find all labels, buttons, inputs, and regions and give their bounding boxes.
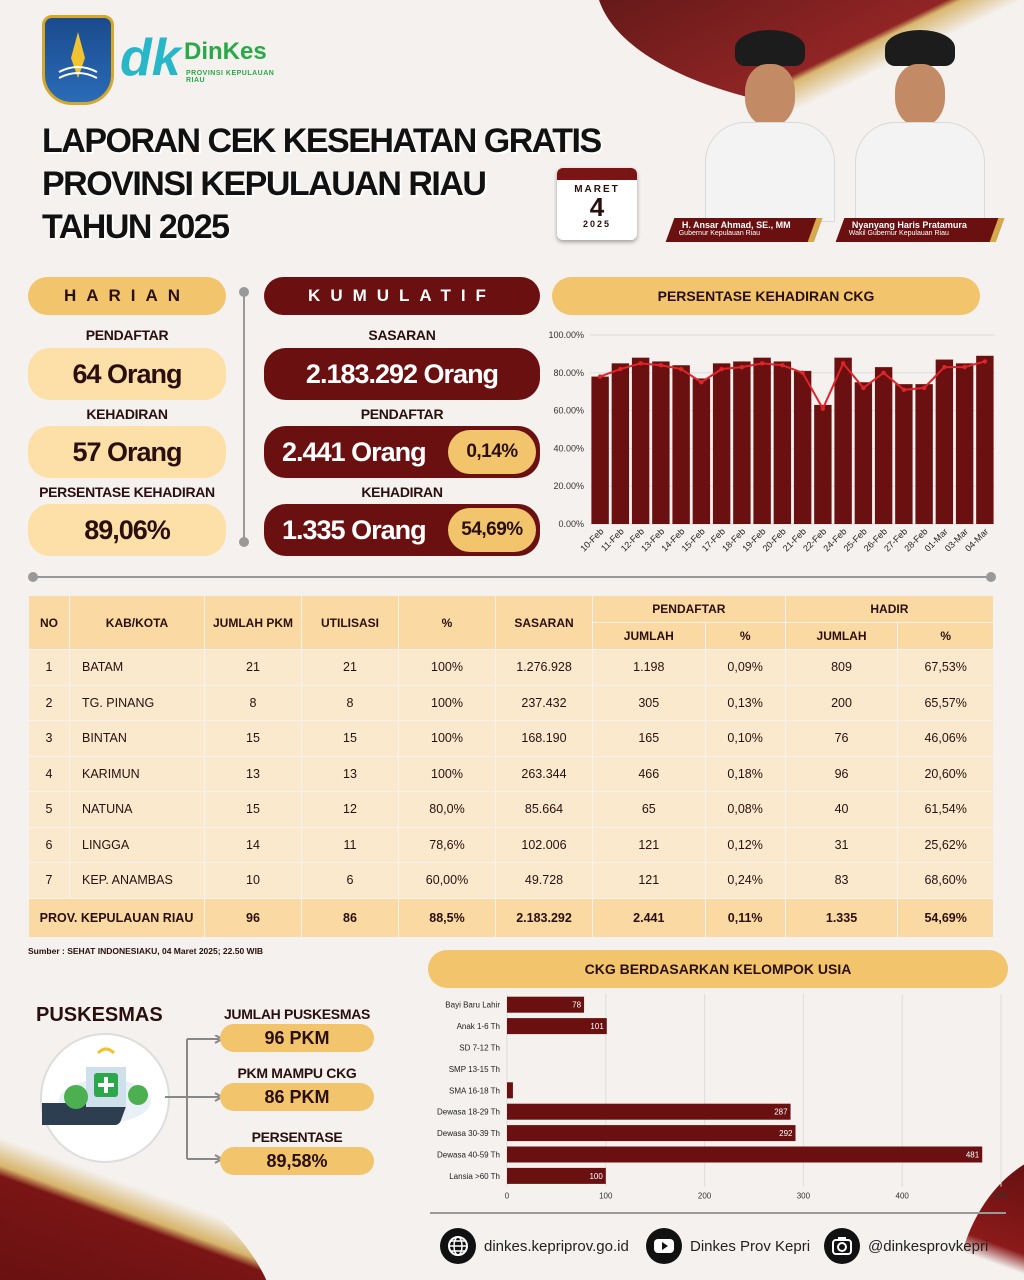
dinkes-logo-name: DinKes bbox=[184, 38, 267, 65]
table-cell: 80,0% bbox=[399, 792, 495, 827]
pkm-mampu-value: 86 PKM bbox=[220, 1083, 374, 1111]
x-tick-label: 21-Feb bbox=[780, 526, 809, 554]
table-cell: 13 bbox=[205, 757, 301, 792]
table-cell: 83 bbox=[786, 863, 898, 898]
table-total-cell: 54,69% bbox=[898, 899, 993, 937]
connector-lines bbox=[165, 1035, 223, 1165]
data-label: 481 bbox=[965, 1150, 980, 1160]
table-cell: 67,53% bbox=[898, 650, 993, 685]
x-tick-label: 400 bbox=[895, 1191, 909, 1201]
table-row bbox=[29, 721, 993, 756]
vice-governor-role: Wakil Gubernur Kepulauan Riau bbox=[848, 230, 949, 237]
table-cell: 5 bbox=[29, 792, 69, 827]
category-label: SMA 16-18 Th bbox=[449, 1086, 500, 1096]
officials-photo bbox=[678, 20, 1010, 245]
title-line-2: PROVINSI KEPULAUAN RIAU bbox=[42, 165, 486, 203]
kumulatif-kehadiran-number: 1.335 Orang bbox=[282, 514, 426, 545]
table-row bbox=[29, 757, 993, 792]
vice-governor-caption bbox=[836, 218, 1005, 242]
calendar-binding bbox=[557, 168, 637, 180]
line-point bbox=[659, 363, 663, 367]
table-cell: 237.432 bbox=[496, 686, 592, 721]
bar bbox=[794, 371, 811, 524]
table-cell: 61,54% bbox=[898, 792, 993, 827]
calendar-day: 4 bbox=[589, 192, 605, 222]
th-pendaftar-pct: % bbox=[706, 623, 785, 649]
section-divider bbox=[32, 576, 992, 578]
youtube-icon bbox=[646, 1228, 682, 1264]
x-tick-label: 12-Feb bbox=[618, 526, 647, 554]
table-cell: 96 bbox=[786, 757, 898, 792]
table-cell: 8 bbox=[205, 686, 301, 721]
harian-persentase-label: PERSENTASE KEHADIRAN bbox=[39, 484, 215, 500]
table-total-cell: 88,5% bbox=[399, 899, 495, 937]
table-cell: 60,00% bbox=[399, 863, 495, 898]
table-cell: 49.728 bbox=[496, 863, 592, 898]
regional-table bbox=[28, 595, 994, 938]
table-total-cell: 1.335 bbox=[786, 899, 898, 937]
table-cell: 0,13% bbox=[706, 686, 785, 721]
harian-header: HARIAN bbox=[28, 277, 226, 315]
table-cell: 21 bbox=[205, 650, 301, 685]
kumulatif-pendaftar-label: PENDAFTAR bbox=[360, 406, 444, 422]
y-tick-label: 40.00% bbox=[553, 443, 584, 454]
table-row bbox=[29, 650, 993, 685]
x-tick-label: 28-Feb bbox=[902, 526, 930, 554]
line-point bbox=[719, 367, 723, 371]
table-cell: 263.344 bbox=[496, 757, 592, 792]
x-tick-label: 01-Mar bbox=[922, 526, 950, 554]
table-cell: 15 bbox=[205, 792, 301, 827]
kumulatif-kehadiran-label: KEHADIRAN bbox=[361, 484, 443, 500]
category-label: Bayi Baru Lahir bbox=[445, 1000, 500, 1010]
line-point bbox=[983, 359, 987, 363]
table-cell: 76 bbox=[786, 721, 898, 756]
table-cell: 15 bbox=[205, 721, 301, 756]
persentase-label: PERSENTASE bbox=[251, 1129, 343, 1145]
column-divider bbox=[243, 290, 245, 545]
line-point bbox=[861, 386, 865, 390]
table-cell: 25,62% bbox=[898, 828, 993, 863]
x-tick-label: 200 bbox=[697, 1191, 712, 1201]
kumulatif-sasaran-value: 2.183.292 Orang bbox=[264, 348, 540, 400]
y-tick-label: 80.00% bbox=[553, 367, 584, 378]
bar bbox=[672, 365, 689, 524]
bar bbox=[591, 377, 608, 524]
age-chart bbox=[420, 992, 1020, 1204]
x-tick-label: 24-Feb bbox=[821, 526, 849, 554]
bar bbox=[612, 363, 629, 524]
bar bbox=[733, 361, 750, 524]
camera-icon bbox=[824, 1228, 860, 1264]
table-total-cell: 2.183.292 bbox=[496, 899, 592, 937]
table-cell: 4 bbox=[29, 757, 69, 792]
bar bbox=[507, 1082, 513, 1098]
table-cell: 31 bbox=[786, 828, 898, 863]
table-cell: 0,09% bbox=[706, 650, 785, 685]
hospital-icon bbox=[42, 1035, 168, 1161]
line-point bbox=[800, 371, 804, 375]
table-total-cell: 0,11% bbox=[706, 899, 785, 937]
table-cell: 1.198 bbox=[593, 650, 705, 685]
harian-pendaftar-value: 64 Orang bbox=[28, 348, 226, 400]
line-point bbox=[618, 367, 622, 371]
table-cell: 168.190 bbox=[496, 721, 592, 756]
harian-persentase-value: 89,06% bbox=[28, 504, 226, 556]
harian-kehadiran-label: KEHADIRAN bbox=[86, 406, 168, 422]
line-point bbox=[598, 374, 602, 378]
calendar-month: MARET bbox=[574, 184, 620, 195]
bar bbox=[855, 382, 872, 524]
x-tick-label: 18-Feb bbox=[720, 526, 748, 554]
table-cell: LINGGA bbox=[70, 828, 204, 863]
divider-dot bbox=[28, 572, 38, 582]
bar bbox=[895, 384, 912, 524]
bar bbox=[507, 1125, 795, 1141]
line-point bbox=[902, 388, 906, 392]
kumulatif-kehadiran-value bbox=[264, 504, 540, 556]
attendance-chart-title: PERSENTASE KEHADIRAN CKG bbox=[552, 277, 980, 315]
bar bbox=[956, 363, 973, 524]
governor-caption bbox=[666, 218, 823, 242]
harian-pendaftar-label: PENDAFTAR bbox=[85, 327, 169, 343]
table-cell: 3 bbox=[29, 721, 69, 756]
th-sasaran: SASARAN bbox=[496, 596, 592, 649]
table-cell: 20,60% bbox=[898, 757, 993, 792]
website-text: dinkes.kepriprov.go.id bbox=[484, 1237, 629, 1255]
table-cell: 102.006 bbox=[496, 828, 592, 863]
x-tick-label: 26-Feb bbox=[861, 526, 890, 554]
table-cell: 100% bbox=[399, 721, 495, 756]
table-cell: 78,6% bbox=[399, 828, 495, 863]
table-row bbox=[29, 828, 993, 863]
calendar-icon bbox=[557, 168, 637, 240]
th-pkm: JUMLAH PKM bbox=[205, 596, 301, 649]
table-cell: 68,60% bbox=[898, 863, 993, 898]
th-hadir-pct: % bbox=[898, 623, 993, 649]
table-cell: 305 bbox=[593, 686, 705, 721]
line-point bbox=[881, 371, 885, 375]
x-tick-label: 100 bbox=[599, 1191, 613, 1201]
globe-icon bbox=[440, 1228, 476, 1264]
table-cell: 10 bbox=[205, 863, 301, 898]
vice-governor-photo bbox=[850, 30, 990, 220]
th-util: UTILISASI bbox=[302, 596, 398, 649]
y-tick-label: 60.00% bbox=[553, 405, 584, 416]
x-tick-label: 20-Feb bbox=[760, 526, 788, 554]
line-point bbox=[922, 386, 926, 390]
category-label: SD 7-12 Th bbox=[459, 1043, 500, 1053]
table-cell: 100% bbox=[399, 757, 495, 792]
x-tick-label: 17-Feb bbox=[699, 526, 728, 554]
table-cell: 13 bbox=[302, 757, 398, 792]
table-cell: KEP. ANAMBAS bbox=[70, 863, 204, 898]
bar bbox=[632, 358, 649, 524]
x-tick-label: 25-Feb bbox=[841, 526, 869, 554]
line-point bbox=[699, 380, 703, 384]
divider-dot bbox=[239, 287, 249, 297]
table-cell: 65,57% bbox=[898, 686, 993, 721]
persentase-value: 89,58% bbox=[220, 1147, 374, 1175]
th-pendaftar-jumlah: JUMLAH bbox=[593, 623, 705, 649]
table-total-cell: 2.441 bbox=[593, 899, 705, 937]
table-cell: 7 bbox=[29, 863, 69, 898]
footer-instagram[interactable] bbox=[824, 1228, 988, 1264]
kumulatif-pendaftar-number: 2.441 Orang bbox=[282, 436, 426, 467]
instagram-text: @dinkesprovkepri bbox=[868, 1237, 989, 1255]
table-cell: 11 bbox=[302, 828, 398, 863]
kumulatif-header: KUMULATIF bbox=[264, 277, 540, 315]
line-point bbox=[821, 407, 825, 411]
table-row bbox=[29, 863, 993, 898]
y-tick-label: 20.00% bbox=[553, 481, 584, 492]
bar bbox=[652, 361, 669, 524]
table-cell: 0,08% bbox=[706, 792, 785, 827]
table-cell: 0,18% bbox=[706, 757, 785, 792]
table-row bbox=[29, 686, 993, 721]
table-cell: 1.276.928 bbox=[496, 650, 592, 685]
vice-governor-name: Nyanyang Haris Pratamura bbox=[851, 220, 967, 230]
table-total-cell: 86 bbox=[302, 899, 398, 937]
table-cell: 46,06% bbox=[898, 721, 993, 756]
category-label: Anak 1-6 Th bbox=[456, 1022, 500, 1032]
table-cell: 100% bbox=[399, 650, 495, 685]
puskesmas-title: PUSKESMAS bbox=[36, 1004, 163, 1026]
dinkes-logo-sub: PROVINSI KEPULAUAN RIAU bbox=[186, 70, 275, 84]
table-total-cell: PROV. KEPULAUAN RIAU bbox=[29, 899, 204, 937]
data-label: 78 bbox=[572, 1000, 582, 1010]
harian-kehadiran-value: 57 Orang bbox=[28, 426, 226, 478]
bar bbox=[713, 363, 730, 524]
table-cell: 121 bbox=[593, 828, 705, 863]
line-point bbox=[962, 365, 966, 369]
th-kab: KAB/KOTA bbox=[70, 596, 204, 649]
data-label: 100 bbox=[589, 1171, 603, 1181]
data-label: 287 bbox=[774, 1107, 788, 1117]
category-label: Lansia >60 Th bbox=[449, 1171, 500, 1181]
bar bbox=[875, 367, 892, 524]
bar bbox=[693, 378, 710, 524]
table-cell: 200 bbox=[786, 686, 898, 721]
data-label: 101 bbox=[590, 1022, 604, 1032]
emblem-icon bbox=[42, 15, 114, 105]
table-cell: 0,24% bbox=[706, 863, 785, 898]
table-cell: 40 bbox=[786, 792, 898, 827]
table-cell: 65 bbox=[593, 792, 705, 827]
table-row bbox=[29, 792, 993, 827]
governor-name: H. Ansar Ahmad, SE., MM bbox=[681, 220, 791, 230]
bar bbox=[976, 356, 993, 524]
jumlah-puskesmas-value: 96 PKM bbox=[220, 1024, 374, 1052]
table-total-row bbox=[29, 899, 993, 937]
bar bbox=[936, 360, 953, 524]
table-cell: 0,12% bbox=[706, 828, 785, 863]
table-cell: 100% bbox=[399, 686, 495, 721]
governor-role: Gubernur Kepulauan Riau bbox=[678, 230, 761, 237]
table-cell: BATAM bbox=[70, 650, 204, 685]
x-tick-label: 15-Feb bbox=[679, 526, 707, 554]
kumulatif-sasaran-label: SASARAN bbox=[368, 327, 436, 343]
table-cell: BINTAN bbox=[70, 721, 204, 756]
data-source: Sumber : SEHAT INDONESIAKU, 04 Maret 2025; 22.50 WIB bbox=[28, 946, 264, 956]
jumlah-puskesmas-label: JUMLAH PUSKESMAS bbox=[223, 1006, 371, 1022]
line-point bbox=[780, 363, 784, 367]
x-tick-label: 03-Mar bbox=[942, 526, 971, 554]
calendar-year: 2025 bbox=[582, 219, 612, 229]
table-cell: 12 bbox=[302, 792, 398, 827]
bar bbox=[834, 358, 851, 524]
x-tick-label: 27-Feb bbox=[882, 526, 910, 554]
kumulatif-kehadiran-pct: 54,69% bbox=[448, 508, 536, 552]
table-cell: 165 bbox=[593, 721, 705, 756]
x-tick-label: 500 bbox=[994, 1191, 1008, 1201]
table-cell: TG. PINANG bbox=[70, 686, 204, 721]
table-cell: 809 bbox=[786, 650, 898, 685]
governor-photo bbox=[700, 30, 840, 220]
x-tick-label: 04-Mar bbox=[963, 526, 991, 554]
title-line-3: TAHUN 2025 bbox=[42, 208, 229, 246]
th-pendaftar: PENDAFTAR bbox=[593, 596, 785, 622]
table-cell: 8 bbox=[302, 686, 398, 721]
kumulatif-pendaftar-value bbox=[264, 426, 540, 478]
bar bbox=[507, 1104, 791, 1120]
x-tick-label: 22-Feb bbox=[801, 526, 829, 554]
x-tick-label: 10-Feb bbox=[578, 526, 606, 554]
table-cell: 0,10% bbox=[706, 721, 785, 756]
table-cell: 6 bbox=[302, 863, 398, 898]
x-tick-label: 14-Feb bbox=[659, 526, 687, 554]
dinkes-logo-mark: dk bbox=[120, 29, 181, 87]
y-tick-label: 0.00% bbox=[558, 519, 584, 529]
pkm-mampu-label: PKM MAMPU CKG bbox=[237, 1065, 357, 1081]
table-cell: 1 bbox=[29, 650, 69, 685]
line-point bbox=[679, 367, 683, 371]
bar bbox=[753, 358, 770, 524]
dinkes-logo bbox=[120, 30, 280, 90]
x-tick-label: 300 bbox=[796, 1191, 811, 1201]
x-tick-label: 13-Feb bbox=[639, 526, 667, 554]
category-label: Dewasa 30-39 Th bbox=[437, 1129, 500, 1139]
table-cell: 85.664 bbox=[496, 792, 592, 827]
table-cell: KARIMUN bbox=[70, 757, 204, 792]
table-cell: 15 bbox=[302, 721, 398, 756]
table-cell: 121 bbox=[593, 863, 705, 898]
th-pct: % bbox=[399, 596, 495, 649]
th-no: NO bbox=[29, 596, 69, 649]
category-label: SMP 13-15 Th bbox=[448, 1064, 500, 1074]
youtube-text: Dinkes Prov Kepri bbox=[690, 1237, 811, 1255]
footer-youtube[interactable] bbox=[646, 1228, 810, 1264]
attendance-chart bbox=[540, 322, 1000, 570]
footer-divider bbox=[430, 1212, 1006, 1214]
line-point bbox=[760, 361, 764, 365]
line-point bbox=[638, 361, 642, 365]
category-label: Dewasa 18-29 Th bbox=[437, 1107, 500, 1117]
x-tick-label: 0 bbox=[504, 1191, 510, 1201]
table-cell: 466 bbox=[593, 757, 705, 792]
title-line-1: LAPORAN CEK KESEHATAN GRATIS bbox=[42, 122, 601, 160]
divider-dot bbox=[239, 537, 249, 547]
table-cell: 21 bbox=[302, 650, 398, 685]
bar bbox=[507, 1147, 982, 1163]
kumulatif-pendaftar-pct: 0,14% bbox=[448, 430, 536, 474]
th-hadir-jumlah: JUMLAH bbox=[786, 623, 898, 649]
table-cell: 14 bbox=[205, 828, 301, 863]
x-tick-label: 11-Feb bbox=[599, 526, 626, 554]
table-cell: NATUNA bbox=[70, 792, 204, 827]
table-cell: 6 bbox=[29, 828, 69, 863]
table-total-cell: 96 bbox=[205, 899, 301, 937]
bar bbox=[915, 384, 932, 524]
category-label: Dewasa 40-59 Th bbox=[437, 1150, 500, 1160]
bar bbox=[774, 361, 791, 524]
bar bbox=[814, 405, 831, 524]
data-label: 292 bbox=[779, 1129, 793, 1139]
y-tick-label: 100.00% bbox=[548, 330, 584, 340]
line-point bbox=[942, 365, 946, 369]
divider-dot bbox=[986, 572, 996, 582]
line-point bbox=[740, 365, 744, 369]
th-hadir: HADIR bbox=[786, 596, 993, 622]
table-cell: 2 bbox=[29, 686, 69, 721]
x-tick-label: 19-Feb bbox=[740, 526, 768, 554]
footer-website[interactable] bbox=[440, 1228, 629, 1264]
line-point bbox=[841, 361, 845, 365]
age-chart-title: CKG BERDASARKAN KELOMPOK USIA bbox=[428, 950, 1008, 988]
